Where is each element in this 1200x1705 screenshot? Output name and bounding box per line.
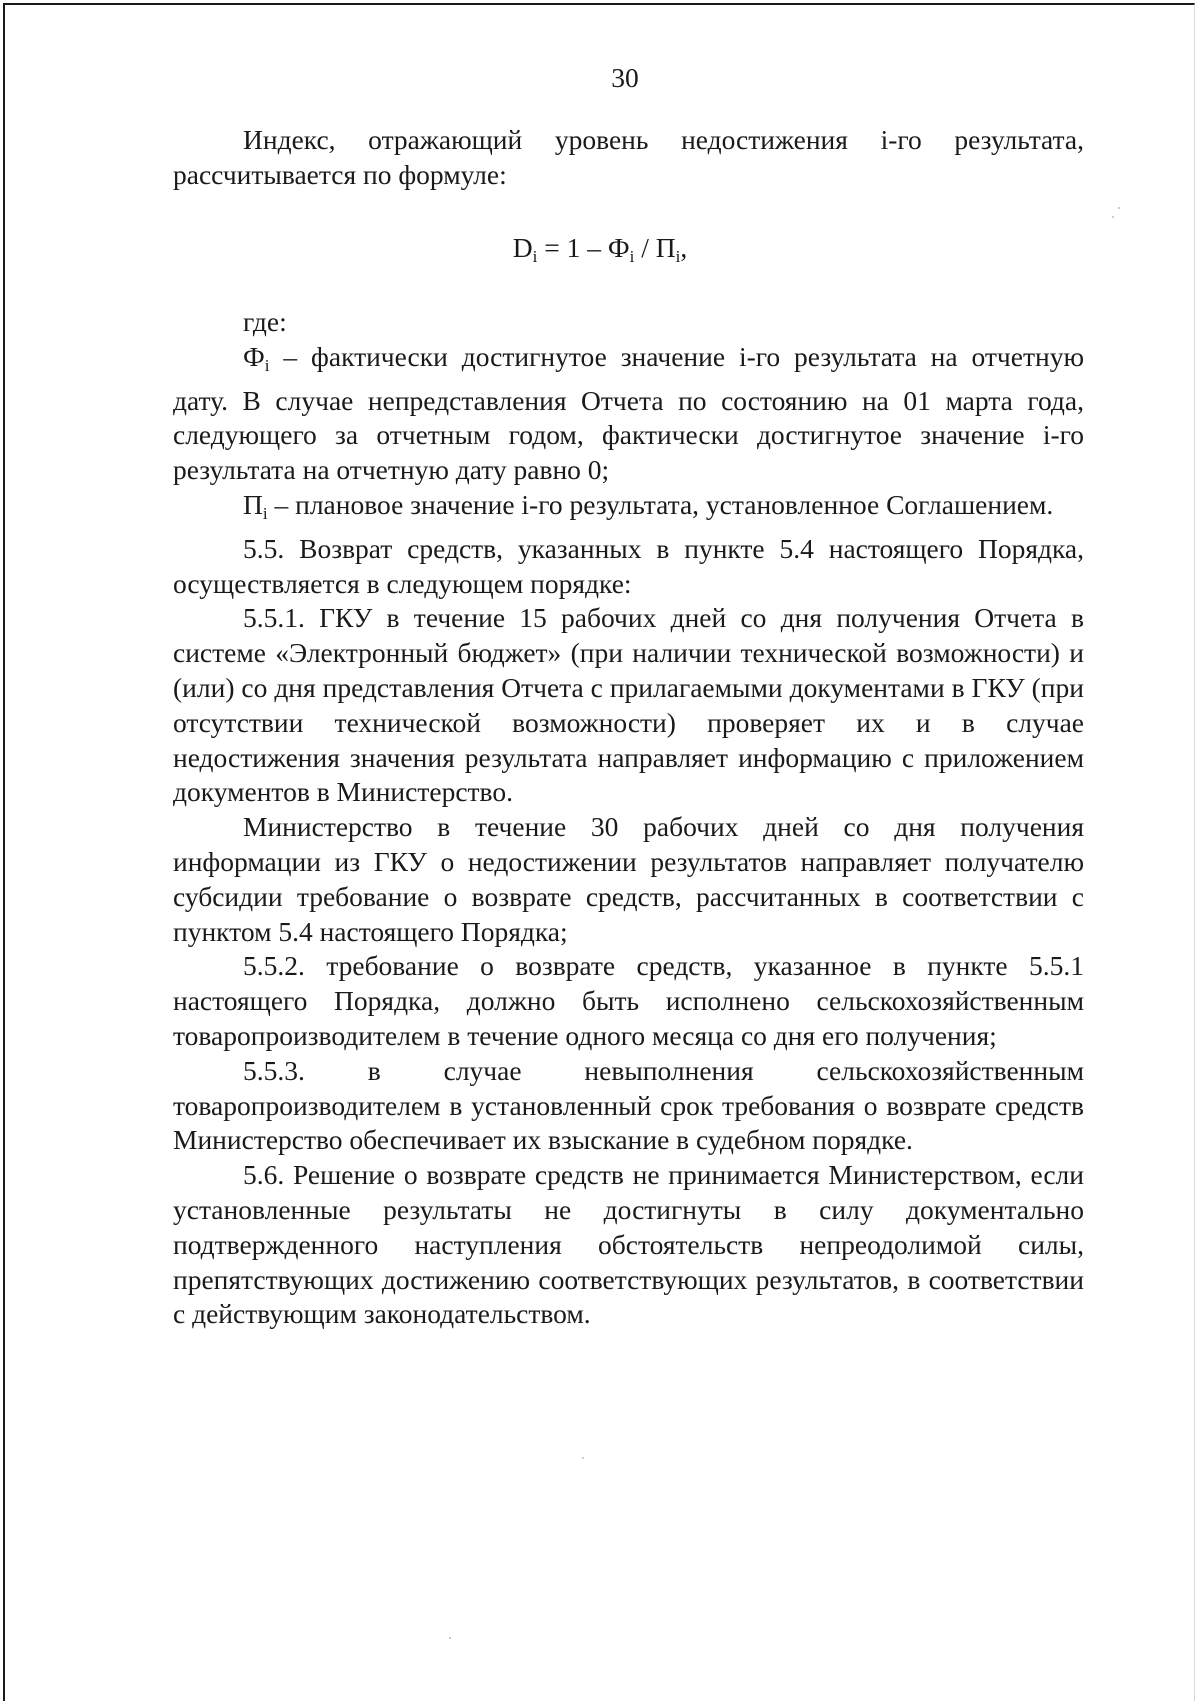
scan-speck <box>582 1457 584 1459</box>
where-label: где: <box>243 306 287 337</box>
formula-pi-sub: i <box>675 247 681 266</box>
intro-line-1: Индекс, отражающий уровень недостижения i-го результата, <box>243 124 1084 155</box>
formula <box>0 232 1200 267</box>
formula-d-sub: i <box>532 247 538 266</box>
pi-sub: i <box>262 503 268 523</box>
intro-line-2: рассчитывается по формуле: <box>173 158 507 190</box>
phi-symbol: Ф <box>243 340 265 372</box>
scan-speck <box>1112 216 1114 218</box>
intro-paragraph <box>173 123 1084 193</box>
formula-phi-sub: i <box>629 247 635 266</box>
pi-definition <box>173 488 1084 532</box>
clause-5-5: 5.5. Возврат средств, указанных в пункте 5.4 настоящего Порядка, осуществляется в следующем порядке: <box>173 532 1084 599</box>
formula-slash: / П <box>634 232 676 263</box>
scan-speck <box>1118 207 1120 209</box>
phi-definition <box>173 340 1084 488</box>
formula-end: , <box>680 232 688 263</box>
clause-5-5-1: 5.5.1. ГКУ в течение 15 рабочих дней со дня получения Отчета в системе «Электронный бюджет» (при наличии технической возможности) и (или) со дня представления Отчета с прилагаемыми документами в ГКУ (при отсутствии технической возможности) проверяет их и в случае недостижения значения результата направляет информацию с приложением документов в Министерство. <box>173 602 1084 808</box>
clause-5-6: 5.6. Решение о возврате средств не принимается Министерством, если установленные результаты не достигнуты в силу документально подтвержденного наступления обстоятельств непреодолимой силы, препятствующих достижению соответствующих результатов, в соответствии с действующим законодательством. <box>173 1159 1084 1330</box>
definitions-and-clauses <box>173 305 1084 1332</box>
formula-middle: = 1 – Ф <box>537 232 630 263</box>
pi-text: – плановое значение i-го результата, установленное Соглашением. <box>267 488 1054 520</box>
scan-speck <box>449 1637 451 1639</box>
pi-symbol: П <box>243 488 263 520</box>
phi-text: – фактически достигнутое значение i-го результата на отчетную дату. В случае непредставления Отчета по состоянию на 01 марта года, следующего за отчетным годом, фактически достигнутое значение i-го результата на отчетную дату равно 0; <box>173 340 1084 486</box>
clause-5-5-2: 5.5.2. требование о возврате средств, указанное в пункте 5.5.1 настоящего Порядка, должно быть исполнено сельскохозяйственным товаропроизводителем в течение одного месяца со дня его получения; <box>173 950 1084 1051</box>
clause-5-5-1-ministry: Министерство в течение 30 рабочих дней со дня получения информации из ГКУ о недостижении результатов направляет получателю субсидии требование о возврате средств, рассчитанных в соответствии с пунктом 5.4 настоящего Порядка; <box>173 811 1084 947</box>
clause-5-5-3: 5.5.3. в случае невыполнения сельскохозяйственным товаропроизводителем в установленный срок требования о возврате средств Министерство обеспечивает их взыскание в судебном порядке. <box>173 1054 1084 1156</box>
formula-d: D <box>512 232 533 263</box>
phi-sub: i <box>264 355 270 375</box>
page-number: 30 <box>611 62 639 93</box>
